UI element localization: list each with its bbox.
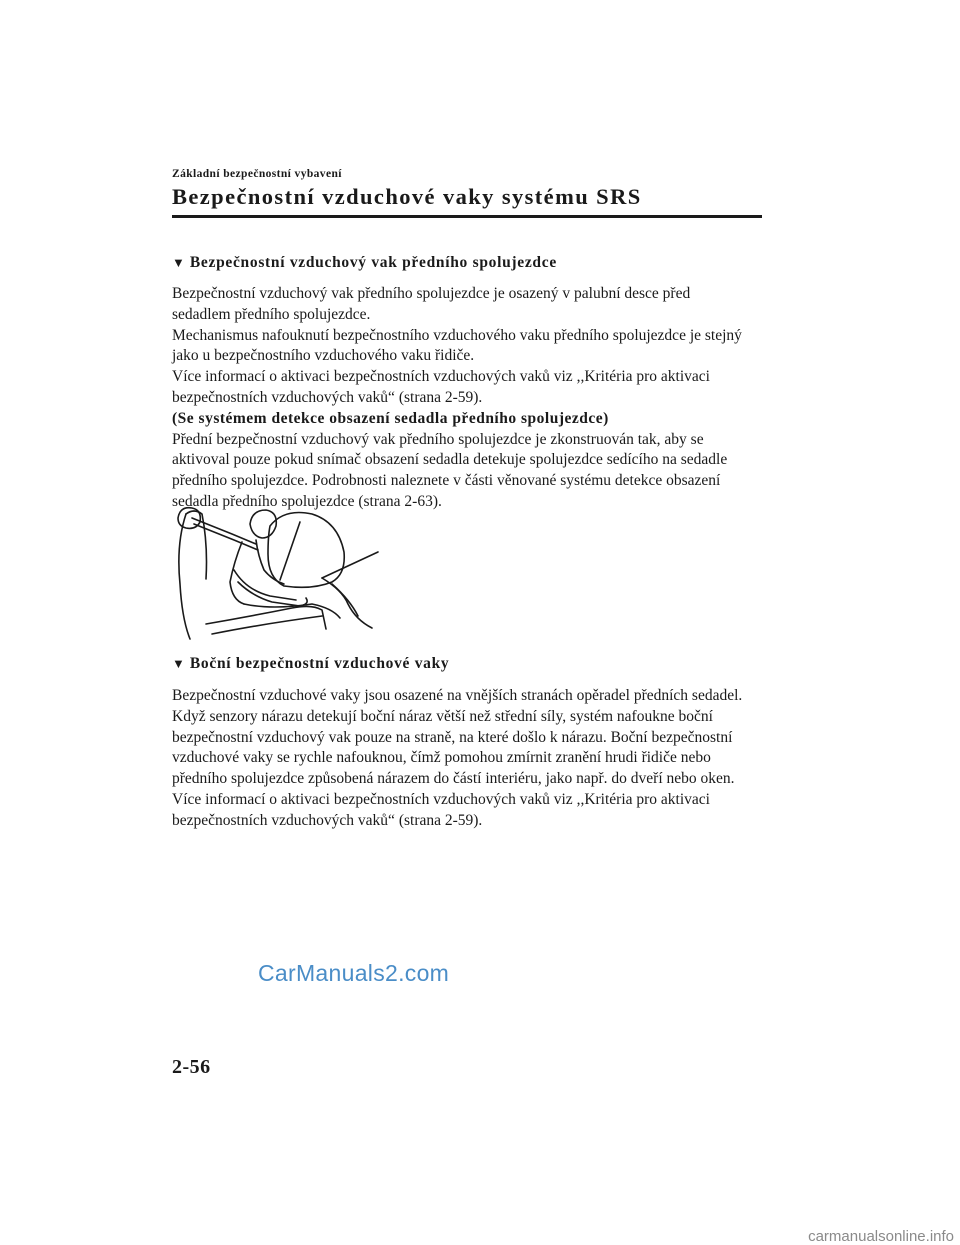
side-airbags-paragraph [172,686,772,832]
title-divider [172,215,762,218]
section-label: Základní bezpečnostní vybavení [172,168,342,180]
passenger-airbag-deployment-illustration [172,504,382,644]
footer-site-watermark: carmanualsonline.info [808,1228,954,1245]
text-line: vzduchové vaky se rychle nafouknou, čímž pomohou zmírnit zranění hrudi řidiče nebo [172,749,711,767]
subsection-heading-text: Boční bezpečnostní vzduchové vaky [189,655,450,672]
subsection-heading-side-airbags [172,655,449,673]
subsection-heading-passenger-airbag [172,254,557,272]
text-line: Bezpečnostní vzduchové vaky jsou osazené na vnějších stranách opěradel předních sedadel. [172,687,743,704]
text-line: Přední bezpečnostní vzduchový vak předního spolujezdce je zkonstruován tak, aby se [172,430,704,448]
watermark-logo: CarManuals2.com [258,960,450,986]
subsection-heading-text: Bezpečnostní vzduchový vak předního spolujezdce [189,254,557,271]
text-line: Více informací o aktivaci bezpečnostních vzduchových vaků viz ,,Kritéria pro aktivaci [172,368,710,386]
bold-note-line: (Se systémem detekce obsazení sedadla předního spolujezdce) [172,409,609,427]
text-line: jako u bezpečnostního vzduchového vaku řidiče. [172,347,475,365]
text-line: předního spolujezdce. Podrobnosti naleznete v části věnované systému detekce obsazení [172,472,721,490]
page-title: Bezpečnostní vzduchové vaky systému SRS [172,184,642,209]
text-line: předního spolujezdce způsobená nárazem do částí interiéru, jako např. do dveří nebo oken. [172,770,735,788]
text-line: sedadlem předního spolujezdce. [172,305,371,323]
page-number: 2-56 [172,1056,211,1078]
text-line: bezpečnostní vzduchový vak pouze na straně, na které došlo k nárazu. Boční bezpečnostní [172,728,733,746]
text-line: Mechanismus nafouknutí bezpečnostního vzduchového vaku předního spolujezdce je stejný [172,326,742,344]
text-line: Více informací o aktivaci bezpečnostních vzduchových vaků viz ,,Kritéria pro aktivaci [172,790,710,808]
text-line: aktivoval pouze pokud snímač obsazení sedadla detekuje spolujezdce sedícího na sedadle [172,451,728,469]
text-line: bezpečnostních vzduchových vaků“ (strana 2-59). [172,388,483,406]
passenger-airbag-paragraph [172,284,772,513]
text-line: sedadla předního spolujezdce (strana 2-63). [172,492,442,510]
triangle-marker-icon: ▼ [172,656,185,671]
triangle-marker-icon: ▼ [172,255,185,270]
text-line: bezpečnostních vzduchových vaků“ (strana 2-59). [172,811,483,829]
text-line: Když senzory nárazu detekují boční náraz větší než střední síly, systém nafoukne boční [172,707,713,725]
text-line: Bezpečnostní vzduchový vak předního spolujezdce je osazený v palubní desce před [172,285,691,302]
